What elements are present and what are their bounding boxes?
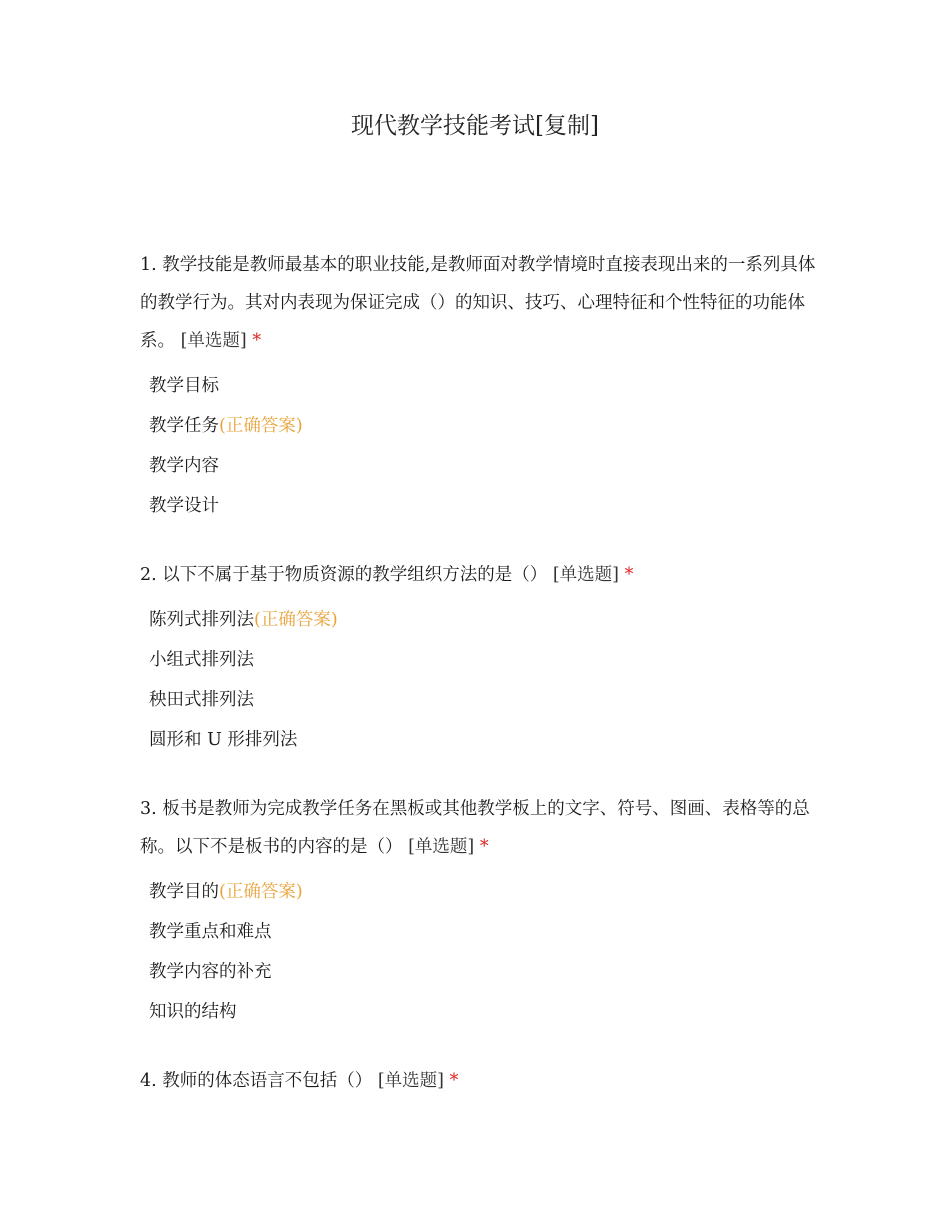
question-number: 2. bbox=[140, 565, 157, 585]
question-type-label: [单选题] bbox=[377, 1071, 445, 1091]
option-list bbox=[140, 872, 820, 1032]
option-item bbox=[149, 872, 820, 912]
option-text: 教学重点和难点 bbox=[149, 922, 272, 942]
question-list bbox=[140, 246, 820, 1130]
question-number: 1. bbox=[140, 255, 157, 275]
option-text: 教学内容 bbox=[149, 456, 219, 476]
required-mark: * bbox=[479, 837, 489, 857]
question-stem bbox=[140, 790, 820, 866]
question-text: 以下不属于基于物质资源的教学组织方法的是（） bbox=[162, 565, 548, 585]
option-item bbox=[149, 952, 820, 992]
correct-answer-label: (正确答案) bbox=[219, 882, 303, 902]
question-text: 板书是教师为完成教学任务在黑板或其他教学板上的文字、符号、图画、表格等的总称。以下不是板书的内容的是（） bbox=[140, 799, 810, 857]
question-number: 4. bbox=[140, 1071, 157, 1091]
option-text: 小组式排列法 bbox=[149, 650, 254, 670]
option-item bbox=[149, 406, 820, 446]
option-text: 教学目的 bbox=[149, 882, 219, 902]
option-text: 教学设计 bbox=[149, 496, 219, 516]
question-text: 教学技能是教师最基本的职业技能,是教师面对教学情境时直接表现出来的一系列具体的教学行为。其对内表现为保证完成（）的知识、技巧、心理特征和个性特征的功能体系。 bbox=[140, 255, 816, 351]
option-text: 秧田式排列法 bbox=[149, 690, 254, 710]
option-item bbox=[149, 446, 820, 486]
question-stem bbox=[140, 246, 820, 360]
question-number: 3. bbox=[140, 799, 157, 819]
question-type-label: [单选题] bbox=[408, 837, 475, 857]
required-mark: * bbox=[624, 565, 634, 585]
option-text: 圆形和 U 形排列法 bbox=[149, 730, 298, 750]
question-stem bbox=[140, 556, 820, 594]
option-text: 教学任务 bbox=[149, 416, 219, 436]
option-item bbox=[149, 366, 820, 406]
option-text: 教学目标 bbox=[149, 376, 219, 396]
question-type-label: [单选题] bbox=[552, 565, 620, 585]
option-text: 知识的结构 bbox=[149, 1002, 237, 1022]
correct-answer-label: (正确答案) bbox=[254, 610, 338, 630]
required-mark: * bbox=[252, 331, 262, 351]
question-2 bbox=[140, 556, 820, 760]
option-item bbox=[149, 600, 820, 640]
option-item bbox=[149, 720, 820, 760]
question-3 bbox=[140, 790, 820, 1032]
question-type-label: [单选题] bbox=[180, 331, 247, 351]
correct-answer-label: (正确答案) bbox=[219, 416, 303, 436]
option-item bbox=[149, 680, 820, 720]
question-text: 教师的体态语言不包括（） bbox=[162, 1071, 373, 1091]
question-4 bbox=[140, 1062, 820, 1100]
option-list bbox=[140, 366, 820, 526]
option-list bbox=[140, 600, 820, 760]
required-mark: * bbox=[449, 1071, 459, 1091]
option-text: 陈列式排列法 bbox=[149, 610, 254, 630]
option-item bbox=[149, 912, 820, 952]
option-item bbox=[149, 992, 820, 1032]
option-text: 教学内容的补充 bbox=[149, 962, 272, 982]
option-item bbox=[149, 640, 820, 680]
option-item bbox=[149, 486, 820, 526]
question-1 bbox=[140, 246, 820, 526]
question-stem bbox=[140, 1062, 820, 1100]
document-title: 现代教学技能考试[复制] bbox=[351, 113, 599, 139]
